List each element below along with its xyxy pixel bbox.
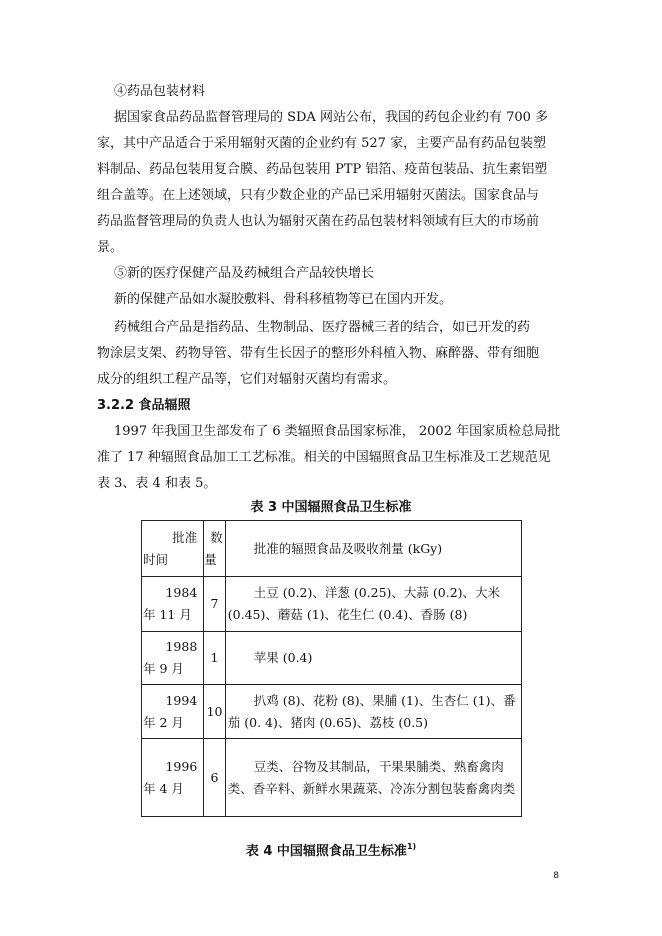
table3-row4-count: 6	[204, 739, 225, 817]
table3-header-count	[204, 521, 225, 577]
section4-line-3: 料制品、药品包装用复合膜、药品包装用 PTP 铝箔、疫苗包装品、抗生素铝塑	[97, 162, 548, 177]
header-date-bottom: 时间	[143, 551, 169, 567]
table3-row4-date	[142, 739, 204, 817]
row1-month: 年 11 月	[143, 607, 192, 622]
section4-line-6: 景。	[97, 240, 124, 255]
table3-row2-count: 1	[204, 632, 225, 685]
section5-para2-line-3: 成分的组织工程产品等，它们对辐射灭菌均有需求。	[97, 372, 397, 387]
section5-para2-line-2: 物涂层支架、药物导管、带有生长因子的整形外科植入物、麻醉器、带有细胞	[97, 346, 540, 361]
table4-caption	[0, 843, 662, 861]
table3-row1-count: 7	[204, 577, 225, 632]
section5-heading: ⑤新的医疗保健产品及药械组合产品较快增长	[114, 266, 375, 281]
section5-para2-line-1: 药械组合产品是指药品、生物制品、医疗器械三者的结合，如已开发的药	[114, 320, 531, 335]
section5-para1: 新的保健产品如水凝胶敷料、骨科移植物等已在国内开发。	[114, 292, 453, 307]
table4-caption-text: 表 4 中国辐照食品卫生标准	[245, 844, 407, 859]
table3-row1-date	[142, 577, 204, 632]
row3-year: 1994	[165, 692, 198, 708]
row1-year: 1984	[165, 585, 198, 600]
section4-line-2: 家，其中产品适合于采用辐射灭菌的企业约有 527 家，主要产品有药品包装塑	[97, 136, 547, 151]
table-row	[142, 577, 522, 632]
table3-header-row	[142, 521, 522, 577]
section4-heading: ④药品包装材料	[114, 84, 206, 99]
table-row	[142, 685, 522, 739]
header-count-bottom: 量	[204, 551, 217, 567]
page-number: 8	[553, 871, 559, 881]
table3-row4-items: 豆类、谷物及其制品，干果果脯类、熟畜禽肉类、香辛料、新鲜水果蔬菜、冷冻分割包装畜禽肉类	[227, 758, 516, 796]
section4-line-4: 组合盖等。在上述领域，只有少数企业的产品已采用辐射灭菌法。国家食品与	[97, 188, 540, 203]
row4-month: 年 4 月	[143, 780, 184, 796]
section4-line-1: 据国家食品药品监督管理局的 SDA 网站公布，我国的药包企业约有 700 多	[114, 110, 549, 125]
row2-year: 1988	[165, 639, 198, 654]
section322-line-2: 准了 17 种辐照食品加工工艺标准。相关的中国辐照食品卫生标准及工艺规范见	[97, 450, 551, 465]
table4-footnote-mark: 1)	[406, 842, 417, 851]
table3	[141, 520, 522, 817]
section-3-2-2-heading: 3.2.2 食品辐照	[97, 398, 191, 413]
header-date-top: 批准	[172, 529, 198, 545]
row2-month: 年 9 月	[143, 661, 184, 676]
table3-row3-date	[142, 685, 204, 739]
header-count-top: 数	[210, 529, 223, 545]
table3-row2-items: 苹果 (0.4)	[253, 650, 313, 665]
table-row	[142, 632, 522, 685]
table3-header-date	[142, 521, 204, 577]
table3-row1-items: 土豆 (0.2)、洋葱 (0.25)、大蒜 (0.2)、大米 (0.45)、蘑菇 (1)、花生仁 (0.4)、香肠 (8)	[227, 585, 501, 622]
table3-row3-items: 扒鸡 (8)、花粉 (8)、果脯 (1)、生杏仁 (1)、番茄 (0. 4)、猪肉 (0.65)、荔枝 (0.5)	[227, 692, 516, 730]
section4-line-5: 药品监督管理局的负责人也认为辐射灭菌在药品包装材料领域有巨大的市场前	[97, 214, 540, 229]
section322-line-1: 1997 年我国卫生部发布了 6 类辐照食品国家标准， 2002 年国家质检总局批	[114, 424, 561, 439]
table3-row2-date	[142, 632, 204, 685]
row3-month: 年 2 月	[143, 714, 184, 730]
row4-year: 1996	[165, 758, 198, 774]
table3-caption: 表 3 中国辐照食品卫生标准	[250, 500, 412, 515]
section322-line-3: 表 3、表 4 和表 5。	[97, 476, 217, 491]
table3-row3-count: 10	[204, 685, 225, 739]
table-row	[142, 739, 522, 817]
table3-header-items: 批准的辐照食品及吸收剂量 (kGy)	[225, 521, 521, 577]
